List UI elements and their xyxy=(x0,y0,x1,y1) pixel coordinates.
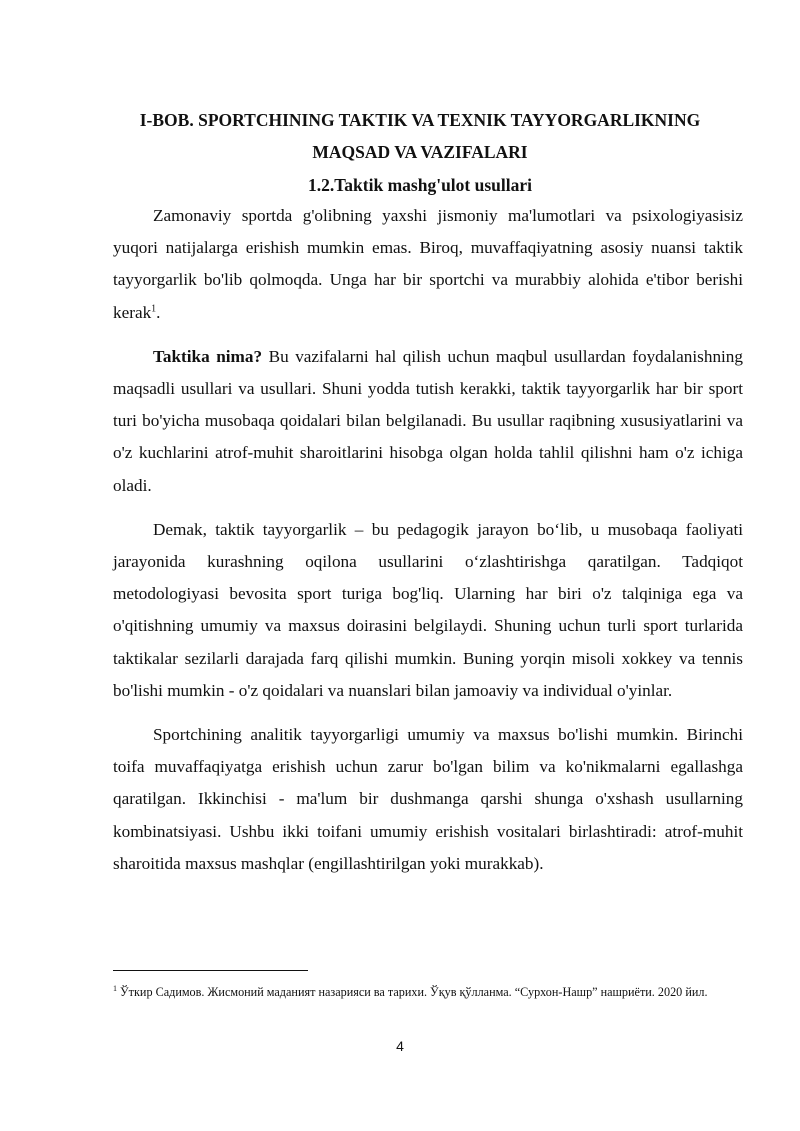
paragraph-2 xyxy=(113,341,743,502)
footnote-text: Ўткир Садимов. Жисмоний маданият назарияси ва тарихи. Ўқув қўлланма. “Сурхон-Нашр” нашриёти. 2020 йил. xyxy=(117,985,708,999)
page-number: 4 xyxy=(396,1038,404,1054)
paragraph-2-lead: Taktika nima? xyxy=(153,346,263,366)
paragraph-3 xyxy=(113,514,743,707)
paragraph-1-tail: . xyxy=(156,302,161,322)
paragraph-2-text: Bu vazifalarni hal qilish uchun maqbul usullardan foydalanishning maqsadli usullari va usullari. Shuni yodda tutish kerakki, taktik tayyorgarlik har bir sport turi bo'yicha musobaqa qoidalari bilan belgilanadi. Bu usullar raqibning xususiyatlarini va o'z kuchlarini atrof-muhit sharoitlarini hisobga olgan holda tahlil qilishni ham o'z ichiga oladi. xyxy=(113,346,743,495)
section-title: 1.2.Taktik mashg'ulot usullari xyxy=(307,175,532,195)
paragraph-3-text: Demak, taktik tayyorgarlik – bu pedagogik jarayon bo‘lib, u musobaqa faoliyati jarayonida kurashning oqilona usullarini o‘zlashtirishga qaratilgan. Tadqiqot metodologiyasi bevosita sport turiga bog'liq. Ularning har biri o'z talqiniga ega va o'qitishning umumiy va maxsus doirasini belgilaydi. Shuning uchun turli sport turlarida taktikalar sezilarli darajada farq qilishi mumkin. Buning yorqin misoli xokkey va tennis bo'lishi mumkin - o'z qoidalari va nuanslari bilan jamoaviy va individual o'yinlar. xyxy=(113,519,743,700)
paragraph-1-text: Zamonaviy sportda g'olibning yaxshi jismoniy ma'lumotlari va psixologiyasisiz yuqori natijalarga erishish mumkin emas. Biroq, muvaffaqiyatning asosiy nuansi taktik tayyorgarlik bo'lib qolmoqda. Unga har bir sportchi va murabbiy alohida e'tibor berishi kerak xyxy=(113,206,743,322)
footnote-reference[interactable]: 1 xyxy=(151,302,157,314)
paragraph-4-text: Sportchining analitik tayyorgarligi umumiy va maxsus bo'lishi mumkin. Birinchi toifa muvaffaqiyatga erishish uchun zarur bo'lgan bilim va ko'nikmalarni egallashga qaratilgan. Ikkinchisi - ma'lum bir dushmanga qarshi shunga o'xshash usullarning kombinatsiyasi. Ushbu ikki toifani umumiy erishish vositalari birlashtiradi: atrof-muhit sharoitida maxsus mashqlar (engillashtirilgan yoki murakkab). xyxy=(113,725,743,873)
paragraph-1 xyxy=(113,200,743,329)
footnote xyxy=(113,976,743,1008)
body-text xyxy=(113,200,743,892)
footnote-number: 1 xyxy=(113,983,117,993)
chapter-title-line-2: MAQSAD VA VAZIFALARI xyxy=(312,142,528,162)
paragraph-4 xyxy=(113,719,743,880)
chapter-title-line-1: I-BOB. SPORTCHINING TAKTIK VA TEXNIK TAYYORGARLIKNING xyxy=(139,110,701,130)
footnote-divider xyxy=(113,970,308,971)
